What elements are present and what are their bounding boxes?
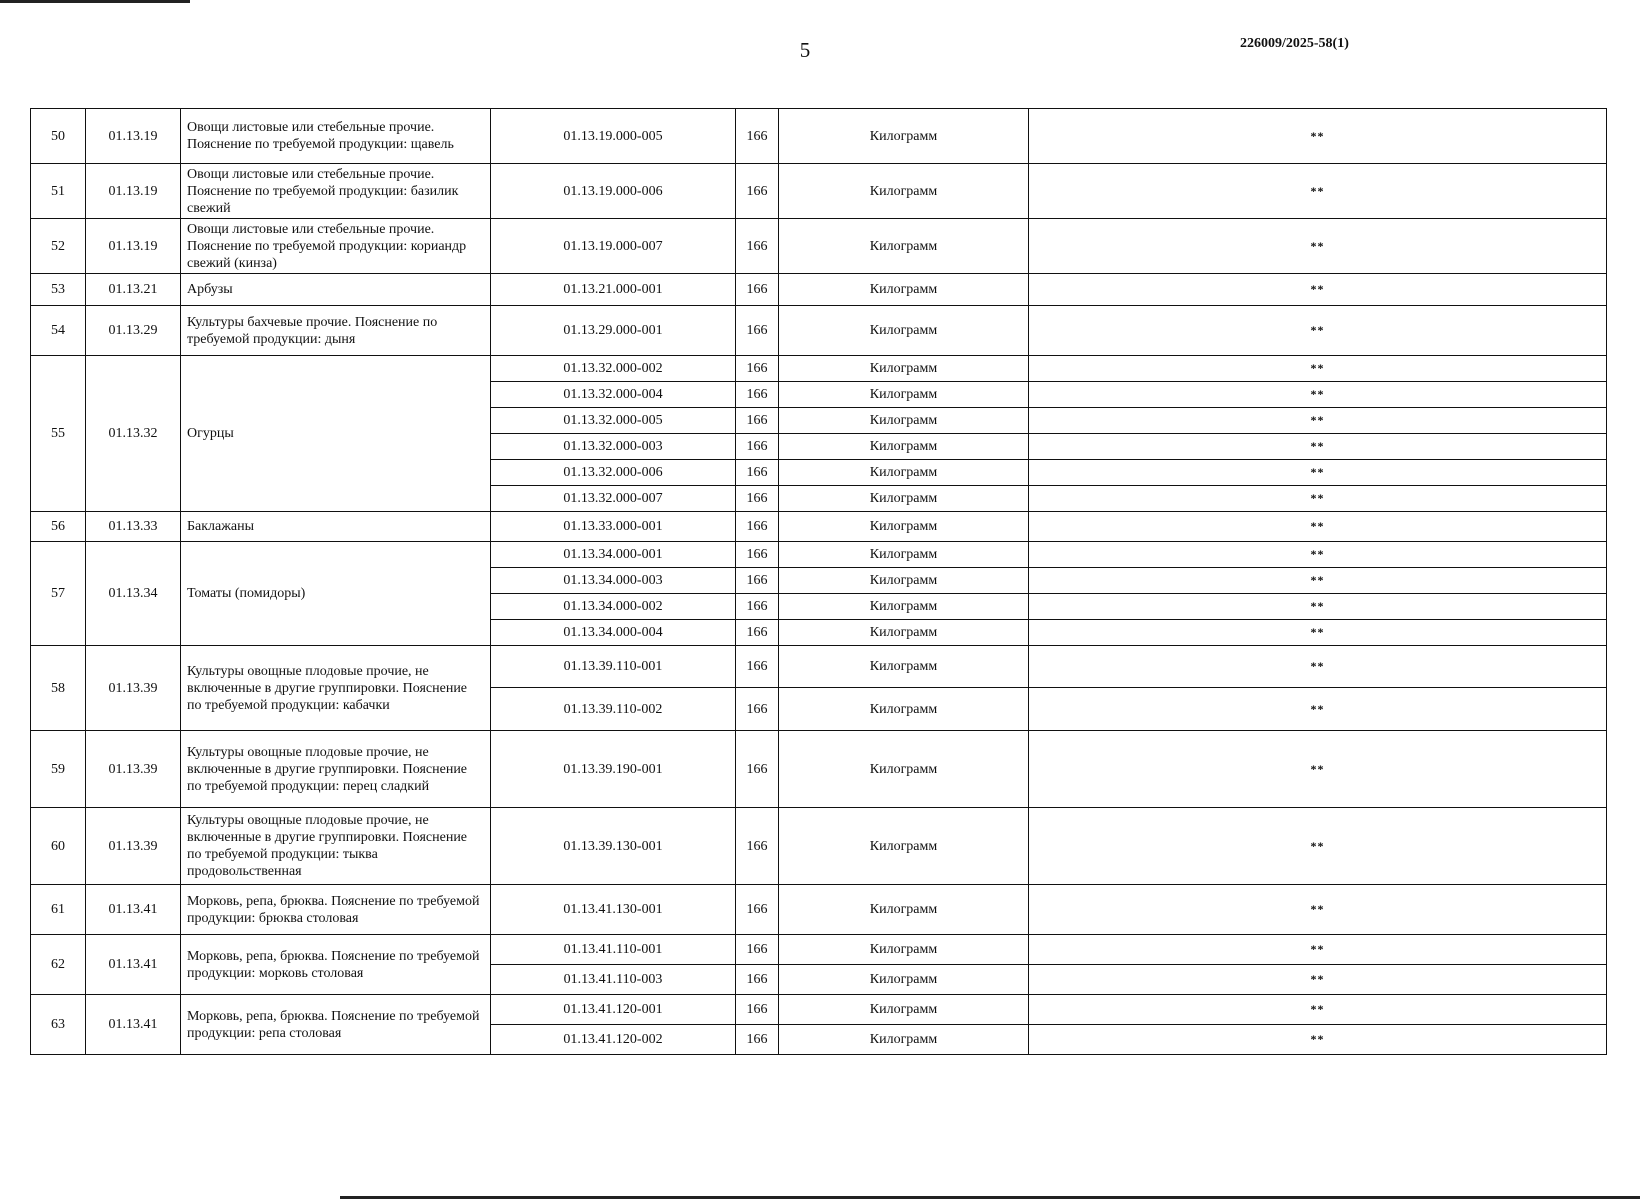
description-cell: Баклажаны	[181, 512, 491, 542]
table-row	[31, 542, 1607, 568]
note-cell: **	[1029, 620, 1607, 646]
description-cell: Овощи листовые или стебельные прочие. Пояснение по требуемой продукции: кориандр свежий (кинза)	[181, 219, 491, 274]
note-cell: **	[1029, 356, 1607, 382]
unit-cell: Килограмм	[779, 731, 1029, 808]
note-cell: **	[1029, 935, 1607, 965]
table-row	[31, 356, 1607, 382]
unit-cell: Килограмм	[779, 965, 1029, 995]
note-cell: **	[1029, 382, 1607, 408]
note-cell: **	[1029, 512, 1607, 542]
unit-cell: Килограмм	[779, 1025, 1029, 1055]
unit-cell: Килограмм	[779, 356, 1029, 382]
table-row	[31, 808, 1607, 885]
ktru-code-cell: 01.13.32.000-004	[491, 382, 736, 408]
description-cell: Арбузы	[181, 274, 491, 306]
scan-edge-bottom	[340, 1196, 1640, 1199]
ktru-code-cell: 01.13.41.120-001	[491, 995, 736, 1025]
okei-code-cell: 166	[736, 164, 779, 219]
table-row	[31, 646, 1607, 688]
okei-code-cell: 166	[736, 688, 779, 731]
description-cell: Огурцы	[181, 356, 491, 512]
okei-code-cell: 166	[736, 460, 779, 486]
okpd-code-cell: 01.13.34	[86, 542, 181, 646]
table-row	[31, 306, 1607, 356]
table-row	[31, 731, 1607, 808]
ktru-code-cell: 01.13.32.000-003	[491, 434, 736, 460]
row-number-cell: 54	[31, 306, 86, 356]
unit-cell: Килограмм	[779, 935, 1029, 965]
products-table	[30, 108, 1607, 1055]
unit-cell: Килограмм	[779, 995, 1029, 1025]
row-number-cell: 60	[31, 808, 86, 885]
okei-code-cell: 166	[736, 274, 779, 306]
note-cell: **	[1029, 164, 1607, 219]
note-cell: **	[1029, 486, 1607, 512]
description-cell: Томаты (помидоры)	[181, 542, 491, 646]
okei-code-cell: 166	[736, 731, 779, 808]
unit-cell: Килограмм	[779, 594, 1029, 620]
ktru-code-cell: 01.13.32.000-002	[491, 356, 736, 382]
row-number-cell: 63	[31, 995, 86, 1055]
okei-code-cell: 166	[736, 434, 779, 460]
row-number-cell: 61	[31, 885, 86, 935]
okei-code-cell: 166	[736, 965, 779, 995]
ktru-code-cell: 01.13.39.110-001	[491, 646, 736, 688]
row-number-cell: 55	[31, 356, 86, 512]
okpd-code-cell: 01.13.41	[86, 995, 181, 1055]
unit-cell: Килограмм	[779, 620, 1029, 646]
row-number-cell: 53	[31, 274, 86, 306]
note-cell: **	[1029, 1025, 1607, 1055]
ktru-code-cell: 01.13.39.110-002	[491, 688, 736, 731]
row-number-cell: 56	[31, 512, 86, 542]
note-cell: **	[1029, 542, 1607, 568]
okpd-code-cell: 01.13.41	[86, 885, 181, 935]
note-cell: **	[1029, 219, 1607, 274]
okpd-code-cell: 01.13.39	[86, 731, 181, 808]
okpd-code-cell: 01.13.32	[86, 356, 181, 512]
row-number-cell: 52	[31, 219, 86, 274]
okei-code-cell: 166	[736, 568, 779, 594]
description-cell: Культуры овощные плодовые прочие, не включенные в другие группировки. Пояснение по требуемой продукции: тыква продовольственная	[181, 808, 491, 885]
okei-code-cell: 166	[736, 995, 779, 1025]
description-cell: Морковь, репа, брюква. Пояснение по требуемой продукции: морковь столовая	[181, 935, 491, 995]
note-cell: **	[1029, 646, 1607, 688]
unit-cell: Килограмм	[779, 542, 1029, 568]
table-row	[31, 109, 1607, 164]
ktru-code-cell: 01.13.32.000-005	[491, 408, 736, 434]
unit-cell: Килограмм	[779, 688, 1029, 731]
document-number: 226009/2025-58(1)	[1240, 36, 1349, 51]
unit-cell: Килограмм	[779, 382, 1029, 408]
unit-cell: Килограмм	[779, 219, 1029, 274]
okei-code-cell: 166	[736, 885, 779, 935]
ktru-code-cell: 01.13.34.000-002	[491, 594, 736, 620]
note-cell: **	[1029, 885, 1607, 935]
table-row	[31, 935, 1607, 965]
okpd-code-cell: 01.13.39	[86, 646, 181, 731]
note-cell: **	[1029, 408, 1607, 434]
note-cell: **	[1029, 568, 1607, 594]
description-cell: Овощи листовые или стебельные прочие. Пояснение по требуемой продукции: базилик свежий	[181, 164, 491, 219]
table-row	[31, 164, 1607, 219]
okei-code-cell: 166	[736, 408, 779, 434]
okei-code-cell: 166	[736, 594, 779, 620]
scan-edge-top	[0, 0, 190, 3]
ktru-code-cell: 01.13.39.190-001	[491, 731, 736, 808]
table-row	[31, 885, 1607, 935]
unit-cell: Килограмм	[779, 568, 1029, 594]
okpd-code-cell: 01.13.29	[86, 306, 181, 356]
okei-code-cell: 166	[736, 382, 779, 408]
okpd-code-cell: 01.13.19	[86, 109, 181, 164]
ktru-code-cell: 01.13.41.110-001	[491, 935, 736, 965]
ktru-code-cell: 01.13.34.000-004	[491, 620, 736, 646]
okei-code-cell: 166	[736, 935, 779, 965]
note-cell: **	[1029, 808, 1607, 885]
ktru-code-cell: 01.13.29.000-001	[491, 306, 736, 356]
unit-cell: Килограмм	[779, 885, 1029, 935]
ktru-code-cell: 01.13.19.000-007	[491, 219, 736, 274]
ktru-code-cell: 01.13.33.000-001	[491, 512, 736, 542]
row-number-cell: 51	[31, 164, 86, 219]
okei-code-cell: 166	[736, 486, 779, 512]
note-cell: **	[1029, 460, 1607, 486]
okei-code-cell: 166	[736, 306, 779, 356]
page-number: 5	[799, 38, 811, 62]
unit-cell: Килограмм	[779, 486, 1029, 512]
okei-code-cell: 166	[736, 356, 779, 382]
unit-cell: Килограмм	[779, 408, 1029, 434]
unit-cell: Килограмм	[779, 646, 1029, 688]
ktru-code-cell: 01.13.19.000-005	[491, 109, 736, 164]
okpd-code-cell: 01.13.33	[86, 512, 181, 542]
description-cell: Культуры овощные плодовые прочие, не включенные в другие группировки. Пояснение по требуемой продукции: перец сладкий	[181, 731, 491, 808]
description-cell: Морковь, репа, брюква. Пояснение по требуемой продукции: репа столовая	[181, 995, 491, 1055]
note-cell: **	[1029, 274, 1607, 306]
description-cell: Культуры овощные плодовые прочие, не включенные в другие группировки. Пояснение по требуемой продукции: кабачки	[181, 646, 491, 731]
unit-cell: Килограмм	[779, 434, 1029, 460]
note-cell: **	[1029, 995, 1607, 1025]
unit-cell: Килограмм	[779, 512, 1029, 542]
note-cell: **	[1029, 109, 1607, 164]
okei-code-cell: 166	[736, 219, 779, 274]
ktru-code-cell: 01.13.32.000-007	[491, 486, 736, 512]
unit-cell: Килограмм	[779, 460, 1029, 486]
okpd-code-cell: 01.13.39	[86, 808, 181, 885]
okei-code-cell: 166	[736, 646, 779, 688]
unit-cell: Килограмм	[779, 306, 1029, 356]
row-number-cell: 57	[31, 542, 86, 646]
okei-code-cell: 166	[736, 620, 779, 646]
note-cell: **	[1029, 306, 1607, 356]
okei-code-cell: 166	[736, 109, 779, 164]
row-number-cell: 58	[31, 646, 86, 731]
note-cell: **	[1029, 434, 1607, 460]
row-number-cell: 59	[31, 731, 86, 808]
products-table-body	[31, 109, 1607, 1055]
unit-cell: Килограмм	[779, 109, 1029, 164]
row-number-cell: 50	[31, 109, 86, 164]
table-row	[31, 274, 1607, 306]
description-cell: Культуры бахчевые прочие. Пояснение по требуемой продукции: дыня	[181, 306, 491, 356]
ktru-code-cell: 01.13.39.130-001	[491, 808, 736, 885]
okei-code-cell: 166	[736, 808, 779, 885]
unit-cell: Килограмм	[779, 164, 1029, 219]
ktru-code-cell: 01.13.21.000-001	[491, 274, 736, 306]
note-cell: **	[1029, 731, 1607, 808]
ktru-code-cell: 01.13.41.130-001	[491, 885, 736, 935]
table-row	[31, 512, 1607, 542]
okpd-code-cell: 01.13.41	[86, 935, 181, 995]
ktru-code-cell: 01.13.19.000-006	[491, 164, 736, 219]
ktru-code-cell: 01.13.41.110-003	[491, 965, 736, 995]
table-row	[31, 995, 1607, 1025]
okei-code-cell: 166	[736, 1025, 779, 1055]
unit-cell: Килограмм	[779, 808, 1029, 885]
ktru-code-cell: 01.13.32.000-006	[491, 460, 736, 486]
okpd-code-cell: 01.13.19	[86, 219, 181, 274]
ktru-code-cell: 01.13.41.120-002	[491, 1025, 736, 1055]
description-cell: Овощи листовые или стебельные прочие. Пояснение по требуемой продукции: щавель	[181, 109, 491, 164]
okpd-code-cell: 01.13.19	[86, 164, 181, 219]
note-cell: **	[1029, 688, 1607, 731]
ktru-code-cell: 01.13.34.000-003	[491, 568, 736, 594]
ktru-code-cell: 01.13.34.000-001	[491, 542, 736, 568]
note-cell: **	[1029, 965, 1607, 995]
note-cell: **	[1029, 594, 1607, 620]
table-row	[31, 219, 1607, 274]
row-number-cell: 62	[31, 935, 86, 995]
okei-code-cell: 166	[736, 542, 779, 568]
unit-cell: Килограмм	[779, 274, 1029, 306]
okei-code-cell: 166	[736, 512, 779, 542]
okpd-code-cell: 01.13.21	[86, 274, 181, 306]
description-cell: Морковь, репа, брюква. Пояснение по требуемой продукции: брюква столовая	[181, 885, 491, 935]
